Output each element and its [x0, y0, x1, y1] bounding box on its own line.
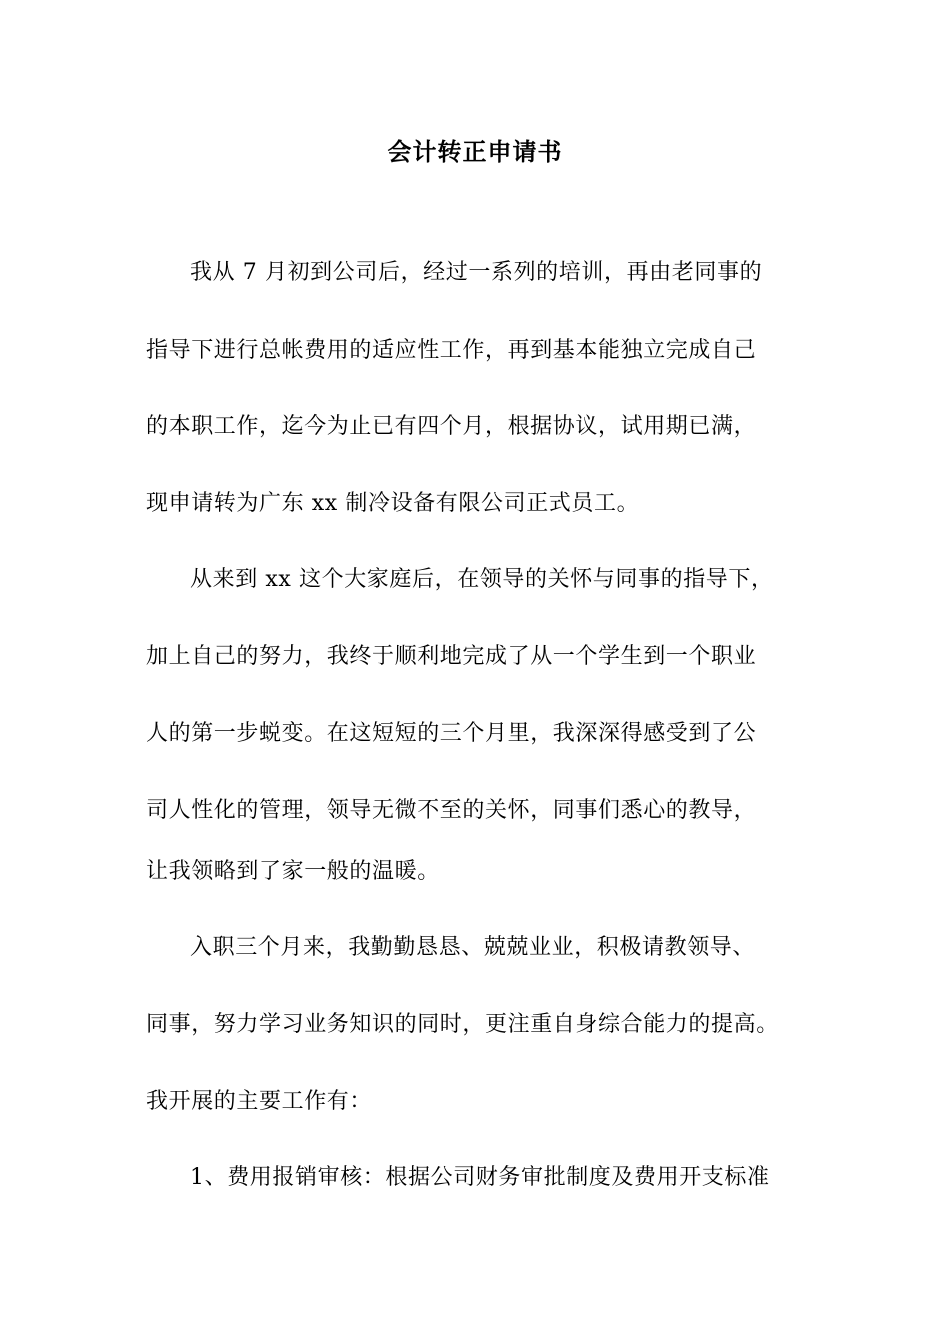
body-line: 我开展的主要工作有：	[146, 1089, 373, 1114]
body-line: 1、费用报销审核：根据公司财务审批制度及费用开支标准	[190, 1165, 770, 1190]
body-line: 指导下进行总帐费用的适应性工作，再到基本能独立完成自己	[146, 338, 757, 363]
body-line: 的本职工作，迄今为止已有四个月，根据协议，试用期已满，	[146, 414, 757, 439]
body-line: 加上自己的努力，我终于顺利地完成了从一个学生到一个职业	[146, 644, 757, 669]
body-line: 从来到 xx 这个大家庭后，在领导的关怀与同事的指导下，	[190, 567, 774, 592]
document-title: 会计转正申请书	[387, 137, 563, 166]
body-line: 现申请转为广东 xx 制冷设备有限公司正式员工。	[146, 491, 640, 516]
body-line: 让我领略到了家一般的温暖。	[146, 859, 440, 884]
body-line: 司人性化的管理，领导无微不至的关怀，同事们悉心的教导，	[146, 798, 757, 823]
body-line: 人的第一步蜕变。在这短短的三个月里，我深深得感受到了公	[146, 721, 757, 746]
body-line: 同事，努力学习业务知识的同时，更注重自身综合能力的提高。	[146, 1012, 779, 1037]
body-line: 我从 7 月初到公司后，经过一系列的培训，再由老同事的	[190, 260, 763, 285]
body-line: 入职三个月来，我勤勤恳恳、兢兢业业，积极请教领导、	[190, 935, 756, 960]
